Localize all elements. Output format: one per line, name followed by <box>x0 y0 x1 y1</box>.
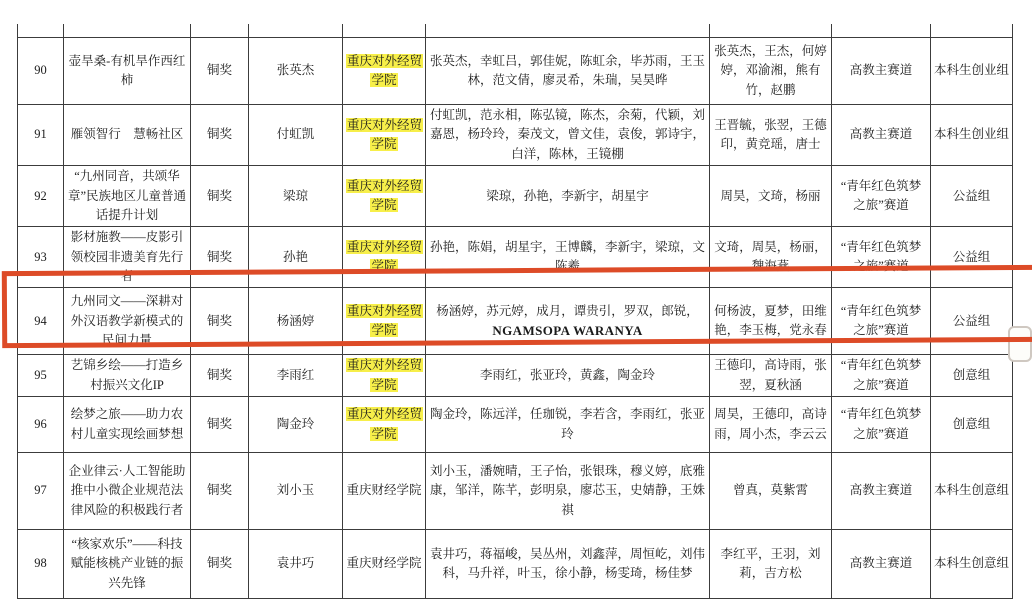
award-cell: 铜奖 <box>191 166 249 227</box>
project-name-cell: “核家欢乐”——科技赋能核桃产业链的振兴先锋 <box>64 530 191 599</box>
track-cell: 高教主赛道 <box>832 453 931 530</box>
project-name-cell: 艺锦乡绘——打造乡村振兴文化IP <box>64 355 191 397</box>
cutoff-cell <box>426 24 710 38</box>
team-cell <box>426 453 710 530</box>
project-name-cell: 壶旱桑-有机旱作西红柿 <box>64 38 191 105</box>
award-cell: 铜奖 <box>191 530 249 599</box>
cutoff-cell <box>832 24 931 38</box>
team-member-english-name: NGAMSOPA WARANYA <box>492 322 643 338</box>
advisors-cell: 文琦，周昊，杨丽，魏海燕 <box>710 227 832 288</box>
project-name-cell: “九州同音，共颂华章”民族地区儿童普通话提升计划 <box>64 166 191 227</box>
advisors-cell: 张英杰，王杰，何婷婷，邓渝湘，熊有竹，赵鹏 <box>710 38 832 105</box>
school-cell <box>343 227 426 288</box>
project-name-cell: 绘梦之旅——助力农村儿童实现绘画梦想 <box>64 397 191 453</box>
team-members: 李雨红，张亚玲，黄鑫，陶金玲 <box>479 368 655 383</box>
group-cell: 公益组 <box>931 288 1013 355</box>
school-name: 重庆对外经贸学院 <box>347 358 423 392</box>
school-name: 重庆对外经贸学院 <box>347 178 423 213</box>
group-cell: 本科生创意组 <box>931 453 1013 530</box>
group-cell: 本科生创业组 <box>931 38 1013 105</box>
school-cell <box>343 38 426 105</box>
advisors-cell: 曾真，莫紫霄 <box>710 453 832 530</box>
rank-cell: 93 <box>18 227 64 288</box>
team-cell <box>426 397 710 453</box>
school-cell <box>343 355 426 397</box>
track-cell: “青年红色筑梦之旅”赛道 <box>832 397 931 453</box>
project-name-cell: 影材施教——皮影引领校园非遗美育先行者 <box>64 227 191 288</box>
rank-cell: 94 <box>18 288 64 355</box>
cutoff-cell <box>931 24 1013 38</box>
cutoff-cell <box>710 24 832 38</box>
team-cell <box>426 355 710 397</box>
cutoff-cell <box>18 24 64 38</box>
group-cell: 公益组 <box>931 166 1013 227</box>
advisors-cell: 李红平，王羽，刘莉，吉方松 <box>710 530 832 599</box>
table-row <box>18 105 1013 166</box>
award-cell: 铜奖 <box>191 105 249 166</box>
table-row <box>18 227 1013 288</box>
track-cell: “青年红色筑梦之旅”赛道 <box>832 355 931 397</box>
table-row <box>18 355 1013 397</box>
rank-cell: 98 <box>18 530 64 599</box>
cutoff-cell <box>191 24 249 38</box>
annotation-handle[interactable] <box>1008 326 1032 362</box>
track-cell: 高教主赛道 <box>832 105 931 166</box>
team-cell <box>426 227 710 288</box>
track-cell: “青年红色筑梦之旅”赛道 <box>832 166 931 227</box>
table-row <box>18 38 1013 105</box>
awards-table-region <box>17 24 1013 599</box>
team-cell <box>426 38 710 105</box>
leader-cell: 陶金玲 <box>249 397 343 453</box>
school-name: 重庆对外经贸学院 <box>347 304 423 338</box>
group-cell: 创意组 <box>931 355 1013 397</box>
team-cell <box>426 530 710 599</box>
table-row <box>18 397 1013 453</box>
cutoff-cell <box>343 24 426 38</box>
cutoff-row <box>18 24 1013 38</box>
school-name: 重庆对外经贸学院 <box>347 407 423 441</box>
project-name-cell: 企业律云·人工智能助推中小微企业规范法律风险的积极践行者 <box>64 453 191 530</box>
school-cell <box>343 288 426 355</box>
track-cell: 高教主赛道 <box>832 530 931 599</box>
leader-cell: 杨涵婷 <box>249 288 343 355</box>
award-cell: 铜奖 <box>191 355 249 397</box>
advisors-cell: 周昊，文琦，杨丽 <box>710 166 832 227</box>
school-name: 重庆财经学院 <box>346 556 422 571</box>
rank-cell: 95 <box>18 355 64 397</box>
team-members: 张英杰，幸虹吕，郭佳妮，陈虹余，毕苏雨，王玉林，范文倩，廖灵希，朱瑞，吴昊晔 <box>429 53 705 87</box>
team-members: 袁井巧，蒋福峻，吴丛州，刘鑫萍，周恒屹，刘伟科，马升祥，叶玉，徐小静，杨雯琦，杨佳梦 <box>429 546 705 581</box>
team-members: 付虹凯，范永相，陈弘镜，陈杰，余菊，代颖，刘嘉恩，杨玲玲，秦茂文，曾文佳，袁俊，郭诗宇，白洋，陈林，王镜棚 <box>429 108 705 161</box>
school-name: 重庆对外经贸学院 <box>347 117 423 152</box>
rank-cell: 92 <box>18 166 64 227</box>
school-cell <box>343 453 426 530</box>
award-cell: 铜奖 <box>191 397 249 453</box>
group-cell: 本科生创意组 <box>931 530 1013 599</box>
leader-cell: 孙艳 <box>249 227 343 288</box>
advisors-cell: 何杨波，夏梦，田维艳，李玉梅，党永春 <box>710 288 832 355</box>
cutoff-cell <box>64 24 191 38</box>
project-name-cell: 雁领智行 慧畅社区 <box>64 105 191 166</box>
team-members: 陶金玲，陈远洋，任珈锐，李若含，李雨红，张亚玲 <box>429 407 705 441</box>
track-cell: 高教主赛道 <box>832 38 931 105</box>
group-cell: 创意组 <box>931 397 1013 453</box>
school-name: 重庆财经学院 <box>346 483 422 498</box>
project-name-cell: 九州同文——深耕对外汉语教学新模式的民间力量 <box>64 288 191 355</box>
group-cell: 本科生创业组 <box>931 105 1013 166</box>
school-cell <box>343 105 426 166</box>
table-row <box>18 166 1013 227</box>
award-cell: 铜奖 <box>191 38 249 105</box>
track-cell: “青年红色筑梦之旅”赛道 <box>832 227 931 288</box>
leader-cell: 李雨红 <box>249 355 343 397</box>
advisors-cell: 王晋毓，张翌，王德印，黄竞瑶，唐士 <box>710 105 832 166</box>
school-cell <box>343 166 426 227</box>
rank-cell: 90 <box>18 38 64 105</box>
school-name: 重庆对外经贸学院 <box>347 239 423 274</box>
group-cell: 公益组 <box>931 227 1013 288</box>
leader-cell: 付虹凯 <box>249 105 343 166</box>
rank-cell: 96 <box>18 397 64 453</box>
team-members: 梁琼，孙艳，李新宇，胡星宇 <box>486 188 649 203</box>
awards-table <box>17 24 1013 599</box>
track-cell: “青年红色筑梦之旅”赛道 <box>832 288 931 355</box>
team-cell <box>426 166 710 227</box>
team-members: 杨涵婷，苏元婷，成月，谭贵引，罗双，郎锐， <box>436 303 699 318</box>
team-cell <box>426 105 710 166</box>
table-row <box>18 288 1013 355</box>
rank-cell: 97 <box>18 453 64 530</box>
leader-cell: 袁井巧 <box>249 530 343 599</box>
leader-cell: 梁琼 <box>249 166 343 227</box>
award-cell: 铜奖 <box>191 227 249 288</box>
team-cell <box>426 288 710 355</box>
leader-cell: 刘小玉 <box>249 453 343 530</box>
school-cell <box>343 397 426 453</box>
table-row <box>18 530 1013 599</box>
award-cell: 铜奖 <box>191 453 249 530</box>
cutoff-cell <box>249 24 343 38</box>
team-members: 孙艳，陈娟，胡星宇，王博麟，李新宇，梁琼，文陈羲 <box>429 239 705 274</box>
school-cell <box>343 530 426 599</box>
team-members: 刘小玉，潘婉晴，王子怡，张银珠，穆义婷，底雅康，邹洋，陈芊，彭明泉，廖芯玉，史婧静，王姝祺 <box>429 464 705 517</box>
advisors-cell: 周昊，王德印，高诗雨，周小杰，李云云 <box>710 397 832 453</box>
advisors-cell: 王德印，高诗雨，张翌，夏秋涵 <box>710 355 832 397</box>
school-name: 重庆对外经贸学院 <box>347 53 423 87</box>
leader-cell: 张英杰 <box>249 38 343 105</box>
rank-cell: 91 <box>18 105 64 166</box>
award-cell: 铜奖 <box>191 288 249 355</box>
table-row <box>18 453 1013 530</box>
